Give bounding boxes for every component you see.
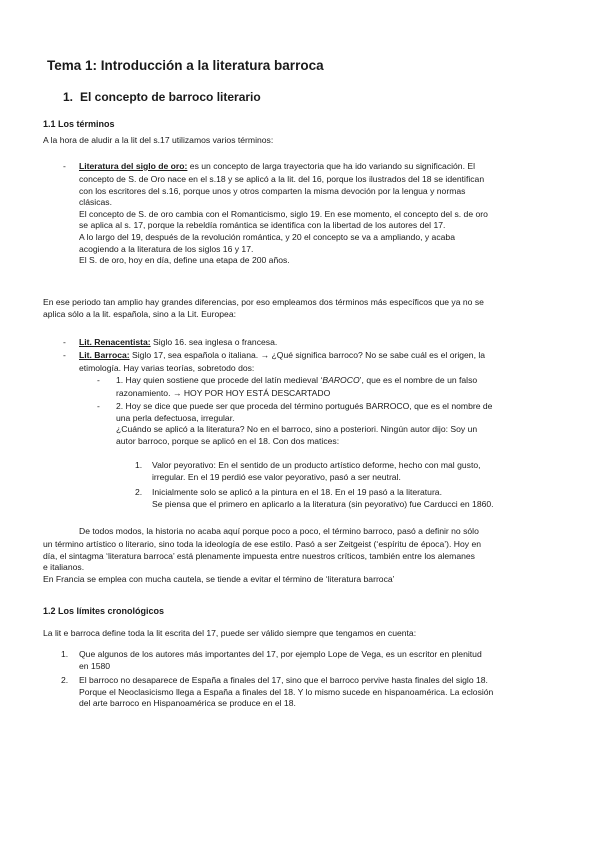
- list-item-lope-de-vega: Que algunos de los autores más importantes del 17, por ejemplo Lope de Vega, es un escritor en plenitud en 1580: [79, 649, 482, 671]
- matiz-number: 2.: [135, 487, 143, 497]
- paragraph-zeitgeist-first-line: De todos modos, la historia no acaba aquí porque poco a poco, el término barroco, pasó a definir no sólo: [79, 526, 479, 536]
- theory-2-body: 2. Hoy se dice que puede ser que proceda del término portugués BARROCO, que es el nombre de una perla defectuosa, irregular. ¿Cuándo se aplicó a la literatura? No en el barroco, sino a posteriori. Ningún autor dijo: Soy un autor barroco, porque se aplicó en el 18. Con dos matices:: [116, 401, 493, 446]
- subsection-1-2-intro: La lit e barroca define toda la lit escrita del 17, puede ser válido siempre que tengamos en cuenta:: [43, 628, 417, 638]
- list-item-pervivencia-barroco: El barroco no desaparece de España a finales del 17, sino que el barroco pervive hasta finales del siglo 18. Porque el Neoclasicismo llega a España a finales del 18. Y lo mismo sucede en hispanoamérica. La eclosión del arte barroco en Hispanoamérica se produce en el 18.: [79, 675, 494, 709]
- theory-1-first-line: 1. Hay quien sostiene que procede del latín medieval ‘BAROCO’, que es el nombre de un falso: [116, 375, 478, 385]
- subsection-1-2-heading: 1.2 Los límites cronológicos: [43, 606, 165, 616]
- list-item-renacentista: Lit. Renacentista: Siglo 16. sea inglesa o francesa.: [79, 337, 278, 347]
- list-number: 2.: [61, 675, 69, 685]
- subsection-1-1-intro: A la hora de aludir a la lit del s.17 utilizamos varios términos:: [43, 135, 274, 145]
- sub-bullet-dash: -: [97, 401, 100, 411]
- matiz-pintura: Inicialmente solo se aplicó a la pintura en el 18. En el 19 pasó a la literatura. Se piensa que el primero en aplicarlo a la literatura (sin peyorativo) fue Carducci en 1860.: [152, 487, 494, 509]
- subsection-1-1-heading: 1.1 Los términos: [43, 119, 115, 129]
- theory-1-second-line: razonamiento. → HOY POR HOY ESTÁ DESCARTADO: [116, 388, 331, 398]
- paragraph-zeitgeist-body: un término artístico o literario, sino toda la ideología de ese estilo. Pasó a ser Zeitgeist (‘espíritu de época’). Hoy en día, el sintagma ‘literatura barroca’ está plenamente impuesta entre nuestros críticos, también entre los alemanes e italianos. En Francia se emplea con mucha cautela, se tiende a evitar el término de ‘literatura barroca’: [43, 539, 482, 584]
- list-item-barroca-first-line: Lit. Barroca: Siglo 17, sea española o italiana. → ¿Qué significa barroco? No se sabe cuál es el origen, la: [79, 350, 486, 360]
- list-number: 1.: [61, 649, 69, 659]
- bullet-dash: -: [63, 337, 66, 347]
- page-title: Tema 1: Introducción a la literatura barroca: [47, 58, 324, 73]
- list-item-siglo-de-oro-first-line: Literatura del siglo de oro: es un concepto de larga trayectoria que ha ido variando su significación. El: [79, 161, 475, 171]
- sub-bullet-dash: -: [97, 375, 100, 385]
- matiz-number: 1.: [135, 460, 143, 470]
- paragraph-periodo: En ese periodo tan amplio hay grandes diferencias, por eso empleamos dos términos más específicos que ya no se aplica sólo a la lit. española, sino a la Lit. Europea:: [43, 297, 484, 319]
- term-siglo-de-oro: Literatura del siglo de oro:: [79, 161, 188, 171]
- bullet-dash: -: [63, 161, 66, 171]
- term-lit-barroca: Lit. Barroca:: [79, 350, 130, 360]
- bullet-dash: -: [63, 350, 66, 360]
- term-lit-renacentista: Lit. Renacentista:: [79, 337, 151, 347]
- list-item-siglo-de-oro-body: concepto de S. de Oro nace en el s.18 y se aplicó a la lit. del 16, porque los ilustrados del 18 se identifican con los escritores del s.16, porque unos y otros comparten la misma devoción por la lengua y normas clásicas. El concepto de S. de oro cambia con el Romanticismo, siglo 19. En ese momento, el concepto del s. de oro se aplica al s. 17, porque la rebeldía romántica se identifica con la libertad de los autores del 17. A lo largo del 19, después de la revolución romántica, y 20 el concepto se va a ampliando, y acaba acogiendo a la literatura de los siglos 16 y 17. El S. de oro, hoy en día, define una etapa de 200 años.: [79, 174, 488, 266]
- list-item-barroca-body: etimología. Hay varias teorías, sobretodo dos:: [79, 363, 255, 373]
- section-1-title: El concepto de barroco literario: [80, 90, 261, 104]
- matiz-valor-peyorativo: Valor peyorativo: En el sentido de un producto artístico deforme, hecho con mal gusto, irregular. En el 19 perdió ese valor peyorativo, pasó a ser neutral.: [152, 460, 481, 482]
- section-1-number: 1.: [63, 90, 74, 104]
